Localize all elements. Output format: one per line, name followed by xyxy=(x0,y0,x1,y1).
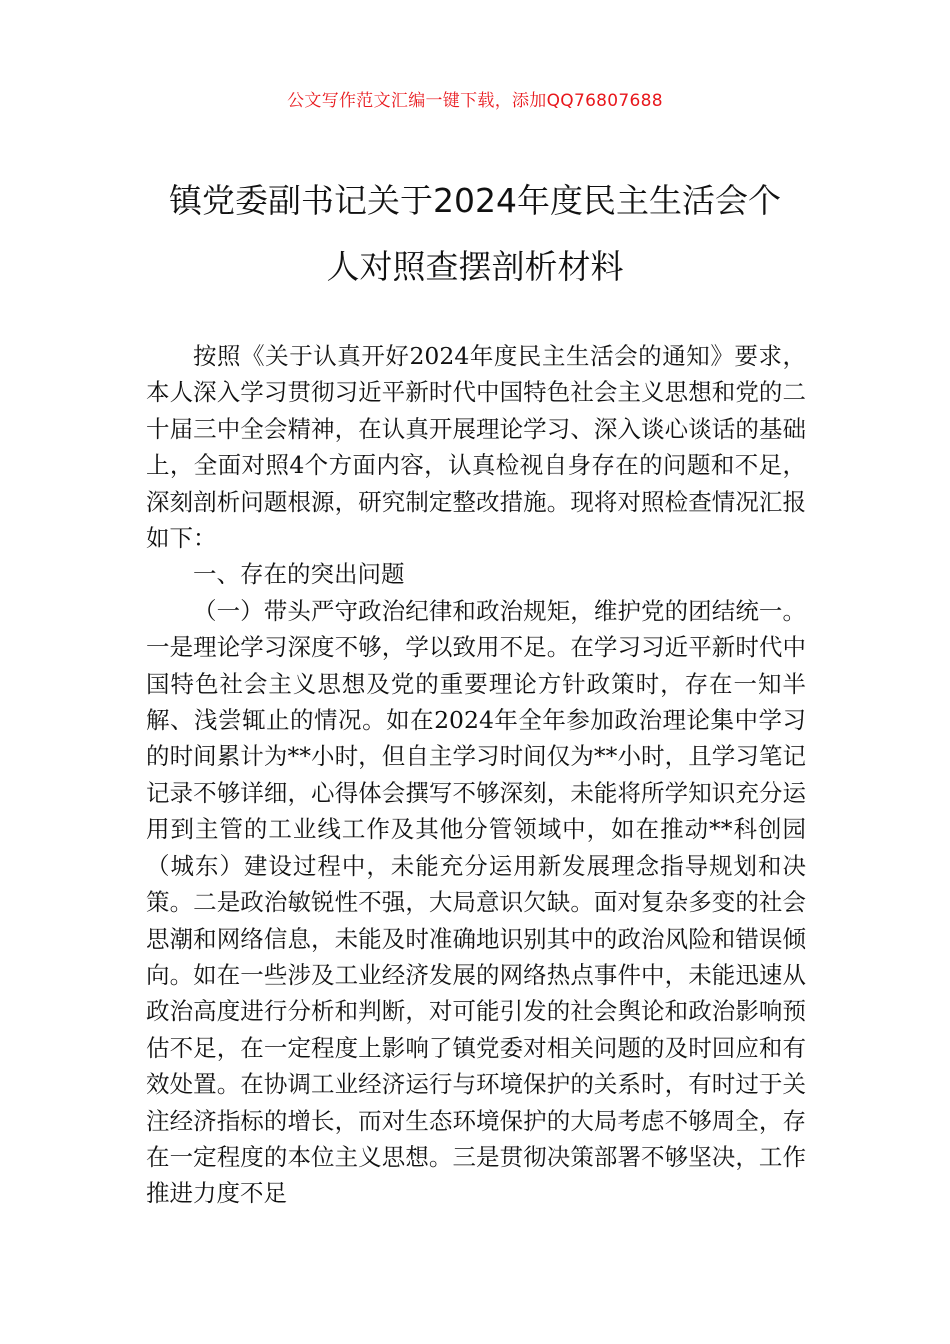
intro-paragraph: 按照《关于认真开好2024年度民主生活会的通知》要求，本人深入学习贯彻习近平新时代中国特色社会主义思想和党的二十届三中全会精神，在认真开展理论学习、深入谈心谈话的基础上，全面对照4个方面内容，认真检视自身存在的问题和不足，深刻剖析问题根源，研究制定整改措施。现将对照检查情况汇报如下： xyxy=(146,342,806,553)
section-item-paragraph: （一）带头严守政治纪律和政治规矩，维护党的团结统一。一是理论学习深度不够，学以致用不足。在学习习近平新时代中国特色社会主义思想及党的重要理论方针政策时，存在一知半解、浅尝辄止的情况。如在2024年全年参加政治理论集中学习的时间累计为**小时，但自主学习时间仅为**小时，且学习笔记记录不够详细，心得体会撰写不够深刻，未能将所学知识充分运用到主管的工业线工作及其他分管领域中，如在推动**科创园（城东）建设过程中，未能充分运用新发展理念指导规划和决策。二是政治敏锐性不强，大局意识欠缺。面对复杂多变的社会思潮和网络信息，未能及时准确地识别其中的政治风险和错误倾向。如在一些涉及工业经济发展的网络热点事件中，未能迅速从政治高度进行分析和判断，对可能引发的社会舆论和政治影响预估不足，在一定程度上影响了镇党委对相关问题的及时回应和有效处置。在协调工业经济运行与环境保护的关系时，有时过于关注经济指标的增长，而对生态环境保护的大局考虑不够周全，存在一定程度的本位主义思想。三是贯彻决策部署不够坚决，工作推进力度不足 xyxy=(146,596,806,1208)
document-body xyxy=(146,338,806,1212)
title-line-2: 人对照查摆剖析材料 xyxy=(326,247,624,286)
title-line-1: 镇党委副书记关于2024年度民主生活会个 xyxy=(169,181,781,220)
download-banner: 公文写作范文汇编一键下载，添加QQ76807688 xyxy=(287,91,663,111)
document-title xyxy=(120,168,830,300)
section-heading: 一、存在的突出问题 xyxy=(193,560,405,589)
